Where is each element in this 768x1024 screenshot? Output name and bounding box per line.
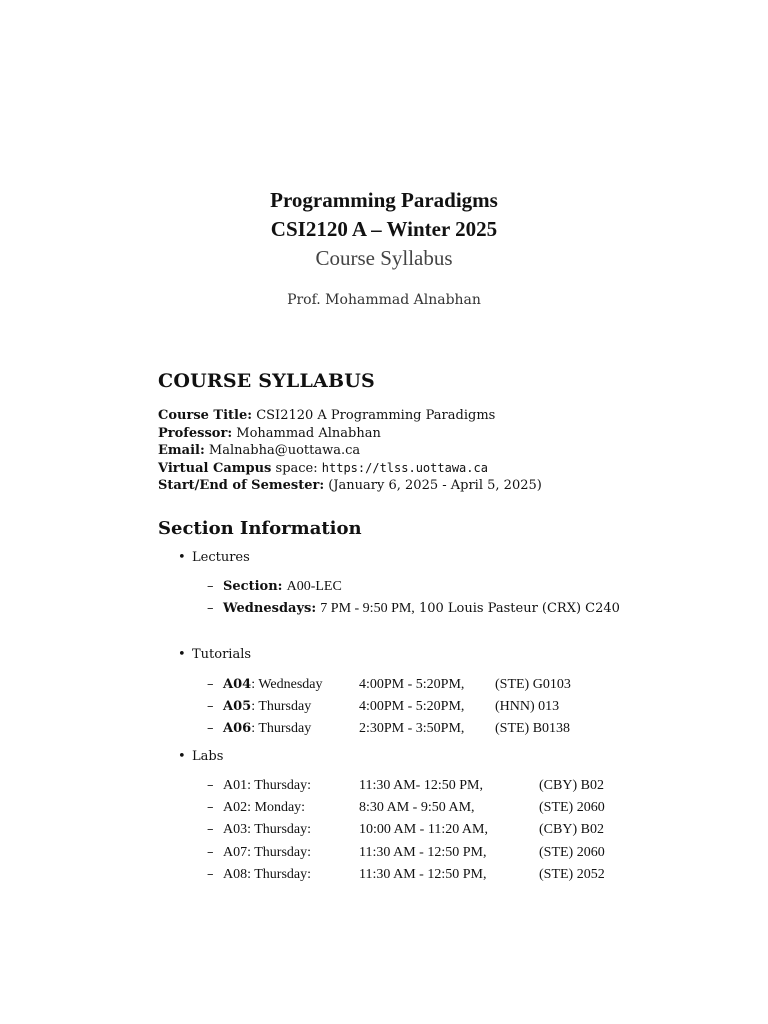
dash-icon: – bbox=[207, 800, 214, 815]
field-label: Start/End of Semester: bbox=[158, 478, 325, 493]
lab-time: 11:30 AM- 12:50 PM, bbox=[359, 778, 483, 793]
dash-icon: – bbox=[207, 867, 214, 882]
lab-day: A02: Monday: bbox=[223, 800, 306, 815]
tutorial-room: (STE) B0138 bbox=[495, 721, 571, 736]
table-row bbox=[207, 800, 605, 816]
labs-label: Labs bbox=[192, 749, 224, 764]
lab-time: 10:00 AM - 11:20 AM, bbox=[359, 822, 488, 837]
table-row bbox=[207, 822, 604, 838]
tutorial-day: : Wednesday bbox=[251, 677, 323, 692]
document-title: Programming Paradigms bbox=[270, 188, 498, 212]
lab-room: (CBY) B02 bbox=[539, 822, 604, 837]
dash-icon: – bbox=[207, 699, 214, 714]
field-label: Course Title: bbox=[158, 408, 253, 423]
field-prefix: space: bbox=[275, 460, 318, 476]
table-row bbox=[207, 677, 571, 693]
field-value: Mohammad Alnabhan bbox=[236, 425, 381, 441]
tutorial-time: 4:00PM - 5:20PM, bbox=[359, 677, 465, 692]
lab-day: A01: Thursday: bbox=[223, 778, 312, 793]
table-row bbox=[207, 699, 560, 715]
tutorials-label: Tutorials bbox=[192, 647, 252, 662]
tutorials-item bbox=[178, 647, 251, 662]
lab-time: 11:30 AM - 12:50 PM, bbox=[359, 845, 487, 860]
email-line bbox=[158, 442, 542, 460]
lab-room: (STE) 2060 bbox=[539, 800, 605, 815]
lab-room: (STE) 2060 bbox=[539, 845, 605, 860]
lab-time: 11:30 AM - 12:50 PM, bbox=[359, 867, 487, 882]
semester-line bbox=[158, 477, 542, 495]
table-row bbox=[207, 867, 605, 883]
bullet-icon: • bbox=[178, 749, 186, 764]
row-value: A00-LEC bbox=[286, 579, 342, 594]
labs-item bbox=[178, 749, 223, 764]
lab-time: 8:30 AM - 9:50 AM, bbox=[359, 800, 475, 815]
dash-icon: – bbox=[207, 845, 214, 860]
row-value: 7 PM - 9:50 PM, bbox=[320, 601, 415, 616]
table-row bbox=[207, 778, 604, 794]
lectures-label: Lectures bbox=[192, 550, 250, 565]
lab-day: A08: Thursday: bbox=[223, 867, 312, 882]
tutorial-code: A05 bbox=[223, 699, 252, 714]
tutorial-code: A06 bbox=[223, 721, 252, 736]
dash-icon: – bbox=[207, 822, 214, 837]
course-code-term: CSI2120 A – Winter 2025 bbox=[270, 217, 498, 241]
tutorial-day: : Thursday bbox=[251, 721, 312, 736]
virtual-campus-link[interactable]: https://tlss.uottawa.ca bbox=[321, 460, 488, 475]
dash-icon: – bbox=[207, 778, 214, 793]
row-label: Wednesdays: bbox=[223, 601, 317, 616]
course-title-line bbox=[158, 407, 542, 425]
lab-day: A07: Thursday: bbox=[223, 845, 312, 860]
lab-room: (CBY) B02 bbox=[539, 778, 604, 793]
tutorial-time: 2:30PM - 3:50PM, bbox=[359, 721, 465, 736]
title-block bbox=[0, 186, 768, 308]
lecture-time-row bbox=[207, 601, 620, 617]
document-subtitle: Course Syllabus bbox=[315, 246, 453, 270]
lab-room: (STE) 2052 bbox=[539, 867, 605, 882]
field-value: (January 6, 2025 - April 5, 2025) bbox=[328, 478, 542, 493]
email-link[interactable]: Malnabha@uottawa.ca bbox=[208, 443, 361, 458]
lecture-section-row bbox=[207, 579, 342, 595]
tutorial-room: (STE) G0103 bbox=[495, 677, 571, 692]
tutorial-code: A04 bbox=[223, 677, 252, 692]
dash-icon: – bbox=[207, 579, 214, 594]
field-label: Email: bbox=[158, 443, 205, 458]
author: Prof. Mohammad Alnabhan bbox=[287, 292, 481, 308]
field-value: CSI2120 A Programming Paradigms bbox=[256, 408, 496, 423]
field-label: Virtual Campus bbox=[158, 460, 272, 476]
field-label: Professor: bbox=[158, 425, 233, 441]
row-room: 100 Louis Pasteur (CRX) C240 bbox=[418, 601, 620, 616]
tutorial-room: (HNN) 013 bbox=[495, 699, 560, 714]
professor-line bbox=[158, 425, 542, 443]
tutorial-time: 4:00PM - 5:20PM, bbox=[359, 699, 465, 714]
table-row bbox=[207, 721, 571, 737]
lectures-item bbox=[178, 550, 250, 565]
row-label: Section: bbox=[223, 579, 283, 594]
lab-day: A03: Thursday: bbox=[223, 822, 312, 837]
tutorial-day: : Thursday bbox=[251, 699, 312, 714]
dash-icon: – bbox=[207, 677, 214, 692]
virtual-campus-line bbox=[158, 460, 542, 478]
syllabus-heading: COURSE SYLLABUS bbox=[158, 370, 375, 392]
table-row bbox=[207, 845, 605, 861]
bullet-icon: • bbox=[178, 647, 186, 662]
course-info-block bbox=[158, 407, 542, 495]
section-info-heading: Section Information bbox=[158, 518, 362, 539]
bullet-icon: • bbox=[178, 550, 186, 565]
dash-icon: – bbox=[207, 721, 214, 736]
dash-icon: – bbox=[207, 601, 214, 616]
